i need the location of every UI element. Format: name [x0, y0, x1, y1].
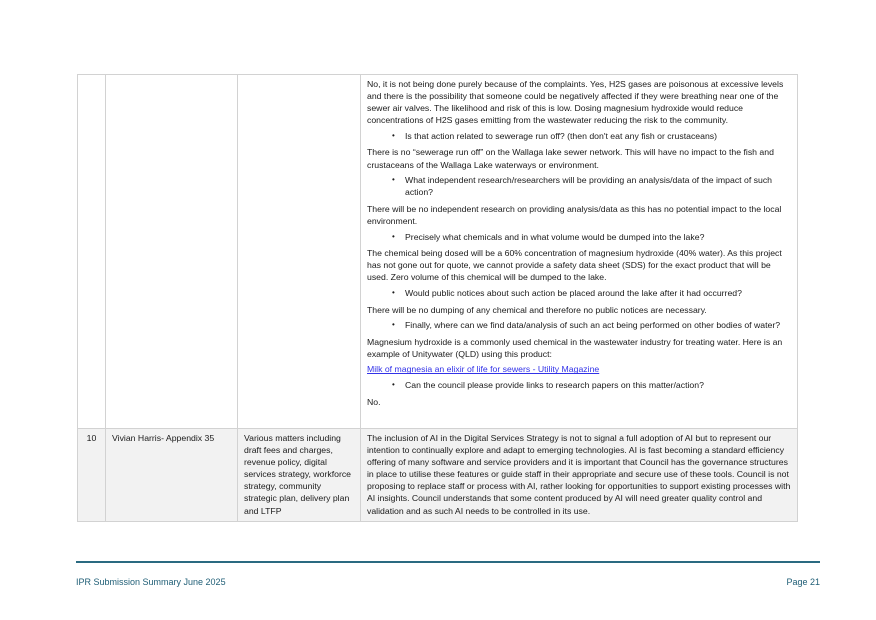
- bullet-item: [392, 174, 791, 198]
- footer-divider: [76, 561, 820, 563]
- bullet-text: Is that action related to sewerage run off? (then don't eat any fish or crustaceans): [405, 130, 718, 141]
- bullet-icon: •: [392, 130, 395, 140]
- table-row: [78, 429, 798, 522]
- bullet-icon: •: [392, 320, 395, 330]
- bullet-item: [392, 287, 791, 299]
- bullet-icon: •: [392, 379, 395, 389]
- bullet-icon: •: [392, 231, 395, 241]
- bullet-icon: •: [392, 175, 395, 185]
- cell-submission-number: [78, 75, 106, 429]
- cell-submitter-name: [106, 75, 238, 429]
- paragraph: The inclusion of AI in the Digital Services Strategy is not to signal a full adoption of AI but to represent our intention to continually explore and adapt to emerging technologies. AI is fast becoming a standard efficiency offering of many software and service providers and it is important that Council has the governance structures in place to utilise these features or guide staff in their appropriate and secure use of these tools. Council is not proposing to replace staff or process with AI, rather looking for opportunities to support existing processes with AI insights. Council understands that some content produced by AI will need greater quality control and validation and as such AI needs to be controlled in its use.: [367, 433, 791, 516]
- paragraph: [367, 363, 791, 375]
- submission-summary-table: [77, 74, 798, 522]
- table-row: [78, 75, 798, 429]
- footer-page-number: Page 21: [786, 577, 820, 587]
- paragraph: There will be no independent research on providing analysis/data as this has no potential impact to the local environment.: [367, 203, 782, 226]
- page-footer: [76, 577, 820, 587]
- paragraph: No.: [367, 396, 381, 407]
- hyperlink-utility-magazine[interactable]: Milk of magnesia an elixir of life for sewers - Utility Magazine: [367, 364, 600, 375]
- bullet-item: [392, 319, 791, 331]
- bullet-text: Finally, where can we find data/analysis of such an act being performed on other bodies of water?: [405, 320, 781, 331]
- cell-submission-number: 10: [78, 429, 106, 522]
- bullet-item: [392, 130, 791, 142]
- cell-council-response: [361, 75, 798, 429]
- bullet-icon: •: [392, 287, 395, 297]
- cell-matters-raised: Various matters including draft fees and charges, revenue policy, digital services strategy, workforce strategy, community strategic plan, delivery plan and LTFP: [238, 429, 361, 522]
- cell-council-response: [361, 429, 798, 522]
- cell-matters-raised: [238, 75, 361, 429]
- paragraph: There is no “sewerage run off” on the Wallaga lake sewer network. This will have no impact to the fish and crustaceans of the Wallaga Lake waterways or environment.: [367, 147, 774, 170]
- bullet-text: What independent research/researchers will be providing an analysis/data of the impact of such action?: [405, 175, 773, 198]
- paragraph: Magnesium hydroxide is a commonly used chemical in the wastewater industry for treating water. Here is an example of Unitywater (QLD) using this product:: [367, 336, 783, 359]
- paragraph: The chemical being dosed will be a 60% concentration of magnesium hydroxide (40% water). As this project has not gone out for quote, we cannot provide a safety data sheet (SDS) for the exact product that will be used. Zero volume of this chemical will be dumped to the lake.: [367, 248, 782, 283]
- paragraph: No, it is not being done purely because of the complaints. Yes, H2S gases are poisonous at excessive levels and there is the possibility that someone could be negatively affected if they were breathing near one of the sewer air valves. The likelihood and risk of this is low. Dosing magnesium hydroxide would reduce concentrations of H2S gases emitting from the wastewater reducing the risk to the community.: [367, 79, 784, 126]
- bullet-text: Can the council please provide links to research papers on this matter/action?: [405, 379, 704, 390]
- cell-submitter-name: Vivian Harris- Appendix 35: [106, 429, 238, 522]
- paragraph: There will be no dumping of any chemical and therefore no public notices are necessary.: [367, 304, 707, 315]
- bullet-text: Precisely what chemicals and in what volume would be dumped into the lake?: [405, 231, 705, 242]
- footer-document-title: IPR Submission Summary June 2025: [76, 577, 226, 587]
- bullet-text: Would public notices about such action be placed around the lake after it had occurred?: [405, 287, 742, 298]
- bullet-item: [392, 379, 791, 391]
- bullet-item: [392, 231, 791, 243]
